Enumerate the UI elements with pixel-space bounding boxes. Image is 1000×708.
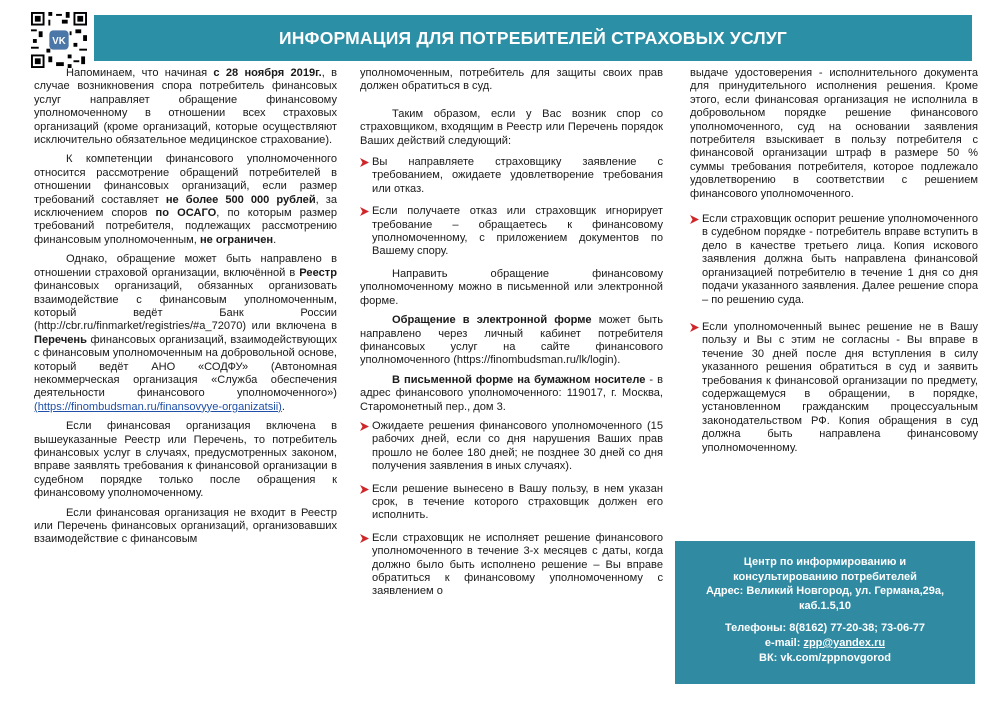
paragraph: Если финансовая организация включена в вышеуказанные Реестр или Перечень, то потребитель финансовых услуг в случаях, предусмотренных законом, вправе заявлять требования к финансовой организации в судебном порядке только после обращения к финансовому уполномоченному. [34, 420, 337, 500]
list-item: Если решение вынесено в Вашу пользу, в нем указан срок, в течение которого страховщик должен его исполнить. [360, 483, 663, 523]
paragraph: К компетенции финансового уполномоченного относится рассмотрение обращений потребителей в отношении финансовых организаций, если размер требований составляет не более 500 000 рублей, за исключением споров по ОСАГО, по которым размер требований потребителя, подлежащих рассмотрению финансовым уполномоченным, не ограничен. [34, 153, 337, 246]
header-banner [94, 15, 972, 61]
paragraph: Обращение в электронной форме может быть направлено через личный кабинет потребителя финансовых услуг на сайте финансового уполномоченного (https://finombudsman.ru/lk/login). [360, 314, 663, 367]
bullet-arrow-icon [690, 214, 699, 225]
list-item: Если страховщик оспорит решение уполномоченного в судебном порядке - потребитель вправе вступить в дело в качестве третьего лица. Копия искового заявления должна быть направлена финансовой организацией потребителю в течение 1 дня со дня подачи указанного заявления. Далее решение спора – по решению суда. [690, 213, 978, 307]
email-line: e-mail: zpp@yandex.ru [764, 636, 886, 649]
qr-code [31, 12, 87, 68]
paragraph: Однако, обращение может быть направлено в отношении страховой организации, включённой в Реестр финансовых организаций, обязанных организовать взаимодействие с финансовым уполномоченным, который ведёт Банк России (http://cbr.ru/finmarket/registries/#a_72070) или включена в Перечень финансовых организаций, взаимодействующих с финансовым уполномоченным на добровольной основе, который ведёт АНО «СОДФУ» (Автономная некоммерческая организация «Служба обеспечения деятельности финансового уполномоченного»)(https://finombudsman.ru/finansovyye-organizatsii). [34, 253, 337, 413]
column-3 [690, 67, 978, 464]
org-name-line2: консультированию потребителей [733, 570, 917, 583]
page-title: ИНФОРМАЦИЯ ДЛЯ ПОТРЕБИТЕЛЕЙ СТРАХОВЫХ УСЛУГ [278, 27, 788, 48]
address-line: Адрес: Великий Новгород, ул. Германа,29а, [705, 585, 945, 598]
paragraph: В письменной форме на бумажном носителе - в адрес финансового уполномоченного: 119017, г. Москва, Старомонетный пер., дом 3. [360, 373, 663, 413]
vk-line: ВК: vk.com/zppnovgorod [759, 651, 891, 664]
paragraph: Если финансовая организация не входит в Реестр или Перечень финансовых организаций, организовавших взаимодействие с финансовым [34, 506, 337, 546]
list-item: Если уполномоченный вынес решение не в Вашу пользу и Вы с этим не согласны - Вы вправе в течение 30 дней после дня вступления в силу указанного решения обратиться в суд и заявить требования к финансовой организации по предмету, содержащемуся в обращении, в порядке, установленном гражданским процессуальным законодательством РФ. Копия обращения в суд должна быть направлена финансовому уполномоченному. [690, 321, 978, 455]
bullet-arrow-icon [360, 533, 369, 544]
bullet-arrow-icon [360, 206, 369, 217]
list-item: Ожидаете решения финансового уполномоченного (15 рабочих дней, если со дня нарушения Ваших прав прошло не более 180 дней; не позднее 30 дней со дня получения заявления в иных случаях). [360, 420, 663, 474]
org-name-line1: Центр по информированию и [743, 556, 907, 568]
bullet-arrow-icon [360, 157, 369, 168]
bullet-arrow-icon [690, 322, 699, 333]
list-item: Если получаете отказ или страховщик игнорирует требование – обращаетесь к финансовому уполномоченному, с приложением документов по Вашему спору. [360, 205, 663, 259]
phones: Телефоны: 8(8162) 77-20-38; 73-06-77 [725, 622, 925, 635]
bullet-arrow-icon [360, 421, 369, 432]
paragraph: Направить обращение финансовому уполномоченному можно в письменной или электронной форме. [360, 267, 663, 307]
paragraph: выдаче удостоверения - исполнительного документа для принудительного исполнения решения. Кроме этого, если финансовая организация не исполнила в добровольном порядке решение финансового уполномоченного, суд на основании заявления потребителя взыскивает в пользу потребителя с финансовой организации штраф в размере 50 % суммы требования потребителя, которое подлежало удовлетворению в соответствии с решением финансового уполномоченного. [690, 67, 978, 200]
address-room: каб.1.5,10 [798, 599, 852, 612]
list-item: Вы направляете страховщику заявление с требованием, ожидаете удовлетворение требования или отказ. [360, 156, 663, 196]
list-item: Если страховщик не исполняет решение финансового уполномоченного в течение 3-х месяцев с даты, когда должно было быть исполнено решение – Вы вправе обратиться к финансовому уполномоченному с заявлением о [360, 532, 663, 599]
column-1 [34, 67, 337, 553]
paragraph: Таким образом, если у Вас возник спор со страховщиком, входящим в Реестр или Перечень порядок Ваших действий следующий: [360, 107, 663, 147]
bullet-arrow-icon [360, 484, 369, 495]
column-2 [360, 67, 663, 608]
vk-badge: VK [52, 35, 66, 47]
paragraph: уполномоченным, потребитель для защиты своих прав должен обратиться в суд. [360, 67, 663, 93]
finorg-list-link[interactable]: (https://finombudsman.ru/finansovyye-organizatsii) [34, 400, 282, 413]
email-link[interactable]: zpp@yandex.ru [803, 636, 886, 649]
paragraph: Напоминаем, что начиная с 28 ноября 2019г., в случае возникновения спора потребитель финансовых услуг направляет обращение финансовому уполномоченному в отношении всех страховых организаций (кроме организаций, которые осуществляют исключительно обязательное медицинское страхование). [34, 67, 337, 147]
contact-info-box [675, 541, 975, 684]
